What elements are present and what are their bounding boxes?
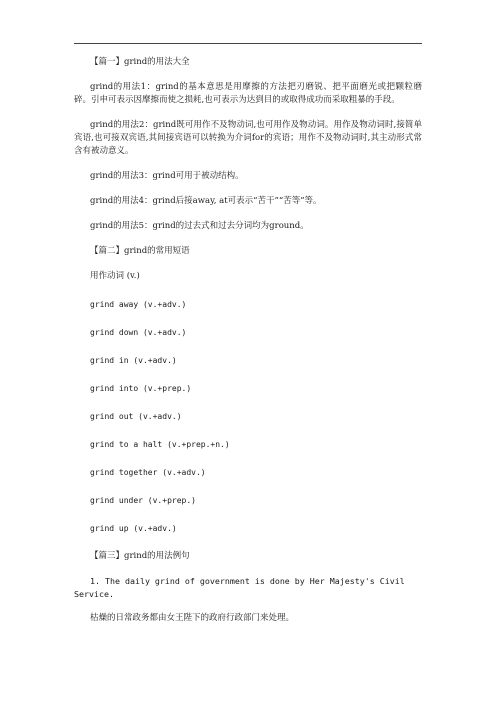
- phrase-item: grind up (v.+adv.): [90, 524, 177, 533]
- section-title-2: 【篇二】grind的常用短语: [90, 246, 190, 256]
- section-title-3: 【篇三】grind的用法例句: [90, 551, 190, 561]
- header-rule: [74, 43, 422, 44]
- example-sentence-1: 1. The daily grind of government is done by Her Majesty's Civil Service.: [74, 576, 405, 599]
- phrase-item: grind under (v.+prep.): [90, 496, 196, 505]
- usage-paragraph-5: grind的用法5：grind的过去式和过去分词均为ground。: [90, 221, 309, 231]
- usage-paragraph-4: grind的用法4：grind后接away, at可表示“苦干”“苦等”等。: [90, 196, 322, 206]
- phrase-item: grind together (v.+adv.): [90, 468, 206, 477]
- usage-paragraph-3: grind的用法3：grind可用于被动结构。: [90, 171, 244, 181]
- phrase-item: grind away (v.+adv.): [90, 300, 187, 309]
- phrase-item: grind in (v.+adv.): [90, 356, 177, 365]
- section-title-1: 【篇一】grind的用法大全: [90, 57, 190, 67]
- phrase-intro: 用作动词 (v.): [90, 271, 140, 281]
- document-body: [74, 56, 422, 640]
- usage-paragraph-1: grind的用法1：grind的基本意思是用摩擦的方法把刃磨锐、把平面磨光或把颗粒磨碎。引申可表示因摩擦而使之损耗,也可表示为达到目的或取得成功而采取粗暴的手段。: [74, 82, 422, 105]
- phrase-item: grind to a halt (v.+prep.+n.): [90, 440, 230, 449]
- phrase-item: grind out (v.+adv.): [90, 412, 182, 421]
- phrase-item: grind into (v.+prep.): [90, 384, 192, 393]
- example-translation-1: 枯燥的日常政务都由女王陛下的政府行政部门来处理。: [90, 613, 295, 623]
- phrase-item: grind down (v.+adv.): [90, 328, 187, 337]
- usage-paragraph-2: grind的用法2：grind既可用作不及物动词,也可用作及物动词。用作及物动词时,接简单宾语,也可接双宾语,其间接宾语可以转换为介词for的宾语；用作不及物动词时,其主动形式常含有被动意义。: [74, 120, 422, 156]
